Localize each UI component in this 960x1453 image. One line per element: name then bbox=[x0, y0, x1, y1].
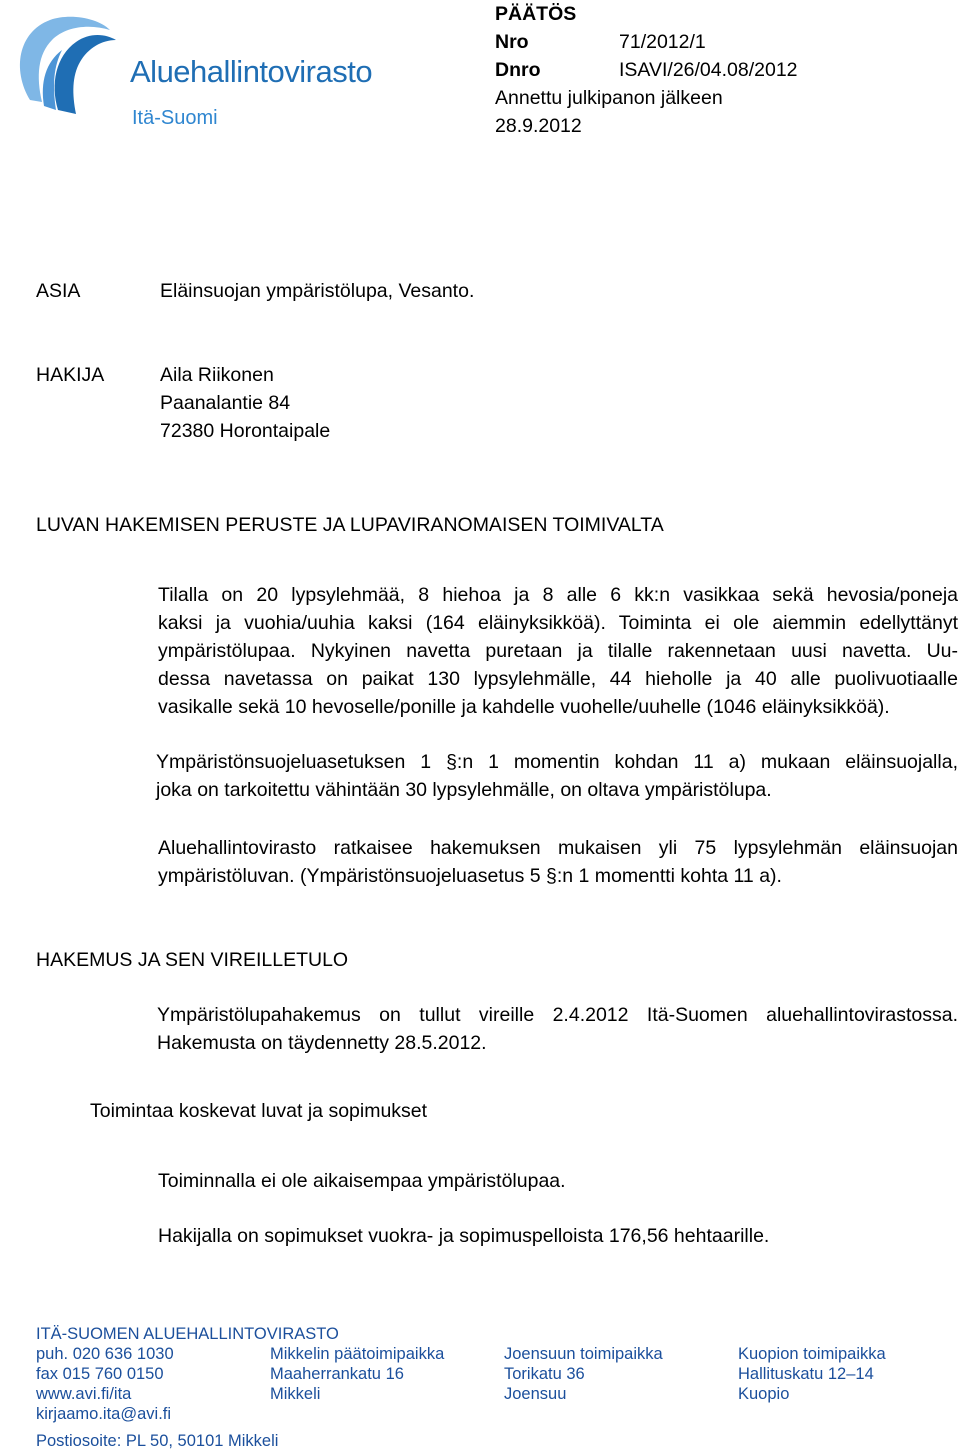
paragraph-line: Ympäristölupahakemus on tullut vireille 2.4.2012 Itä-Suomen aluehallintovirastossa. bbox=[157, 1004, 958, 1026]
doc-type: PÄÄTÖS bbox=[495, 3, 577, 25]
paragraph-line: ympäristölupaa. Nykyinen navetta puretaan ja tilalle rakennetaan uusi navetta. Uu- bbox=[158, 640, 958, 662]
asia-value: Eläinsuojan ympäristölupa, Vesanto. bbox=[160, 280, 475, 302]
paragraph-line: Hakemusta on täydennetty 28.5.2012. bbox=[157, 1032, 487, 1054]
paragraph-line: vasikalle sekä 10 hevoselle/ponille ja kahdelle vuohelle/uuhelle (1046 eläinyksikköä). bbox=[158, 696, 890, 718]
decision-date: 28.9.2012 bbox=[495, 115, 582, 137]
paragraph-application-status bbox=[157, 1001, 958, 1057]
office-city: Joensuu bbox=[504, 1385, 567, 1403]
office-city: Mikkeli bbox=[270, 1385, 321, 1403]
nro-value: 71/2012/1 bbox=[619, 31, 706, 53]
footer-org-name: ITÄ-SUOMEN ALUEHALLINTOVIRASTO bbox=[36, 1325, 339, 1343]
office-street: Hallituskatu 12–14 bbox=[738, 1365, 874, 1383]
footer-office-kuopio bbox=[738, 1344, 886, 1404]
paragraph-legal-basis bbox=[156, 748, 958, 804]
footer-fax: fax 015 760 0150 bbox=[36, 1365, 164, 1383]
paragraph-line: ympäristöluvan. (Ympäristönsuojeluasetus 5 §:n 1 momentti kohta 11 a). bbox=[158, 865, 782, 887]
logo-name: Aluehallintovirasto bbox=[130, 54, 373, 89]
paragraph-line: dessa navetassa on paikat 130 lypsylehmälle, 44 hieholle ja 40 alle puolivuotiaalle bbox=[158, 668, 958, 690]
office-street: Maaherrankatu 16 bbox=[270, 1365, 404, 1383]
office-name: Mikkelin päätoimipaikka bbox=[270, 1345, 445, 1363]
office-name: Kuopion toimipaikka bbox=[738, 1345, 886, 1363]
hakija-label: HAKIJA bbox=[36, 364, 105, 386]
footer-office-joensuu bbox=[504, 1344, 663, 1404]
hakija-street: Paanalantie 84 bbox=[160, 392, 291, 414]
office-street: Torikatu 36 bbox=[504, 1365, 585, 1383]
dnro-label: Dnro bbox=[495, 59, 541, 81]
agency-logo bbox=[10, 10, 400, 140]
section-heading-permit-basis: LUVAN HAKEMISEN PERUSTE JA LUPAVIRANOMAISEN TOIMIVALTA bbox=[36, 514, 664, 536]
footer-website-link[interactable]: www.avi.fi/ita bbox=[36, 1385, 132, 1403]
footer-office-mikkeli bbox=[270, 1344, 444, 1404]
hakija-name: Aila Riikonen bbox=[160, 364, 274, 386]
paragraph-authority bbox=[158, 834, 958, 890]
paragraph-previous-permit: Toiminnalla ei ole aikaisempaa ympäristölupaa. bbox=[158, 1170, 566, 1192]
office-name: Joensuun toimipaikka bbox=[504, 1345, 663, 1363]
paragraph-farm-description bbox=[158, 581, 958, 721]
footer-email-link[interactable]: kirjaamo.ita@avi.fi bbox=[36, 1405, 172, 1423]
paragraph-line: Aluehallintovirasto ratkaisee hakemuksen mukaisen yli 75 lypsylehmän eläinsuojan bbox=[158, 837, 958, 859]
logo-swirl-icon bbox=[10, 10, 120, 120]
paragraph-line: Ympäristönsuojeluasetuksen 1 §:n 1 momentin kohdan 11 a) mukaan eläinsuojalla, bbox=[156, 751, 958, 773]
section-heading-application: HAKEMUS JA SEN VIREILLETULO bbox=[36, 949, 349, 971]
published-note: Annettu julkipanon jälkeen bbox=[495, 87, 723, 109]
nro-row bbox=[495, 28, 935, 56]
document-header bbox=[495, 0, 935, 140]
paragraph-line: kaksi ja vuohia/uuhia kaksi (164 eläinyksikköä). Toiminta ei ole aiemmin edellyttänyt bbox=[158, 612, 958, 634]
paragraph-line: Tilalla on 20 lypsylehmää, 8 hiehoa ja 8 alle 6 kk:n vasikkaa sekä hevosia/poneja bbox=[158, 584, 958, 606]
asia-label: ASIA bbox=[36, 280, 81, 302]
paragraph-land-agreements: Hakijalla on sopimukset vuokra- ja sopimuspelloista 176,56 hehtaarille. bbox=[158, 1225, 770, 1247]
subheading-permits-agreements: Toimintaa koskevat luvat ja sopimukset bbox=[90, 1100, 428, 1122]
hakija-postcode: 72380 Horontaipale bbox=[160, 420, 331, 442]
dnro-row bbox=[495, 56, 935, 84]
hakija-address bbox=[160, 361, 330, 445]
footer-phone: puh. 020 636 1030 bbox=[36, 1345, 174, 1363]
logo-region: Itä-Suomi bbox=[132, 107, 218, 129]
paragraph-line: joka on tarkoitettu vähintään 30 lypsylehmälle, on oltava ympäristölupa. bbox=[156, 779, 772, 801]
footer-postal-address: Postiosoite: PL 50, 50101 Mikkeli bbox=[36, 1432, 279, 1450]
footer-contact bbox=[36, 1344, 174, 1424]
page-footer bbox=[0, 1324, 960, 1452]
office-city: Kuopio bbox=[738, 1385, 790, 1403]
nro-label: Nro bbox=[495, 31, 529, 53]
dnro-value: ISAVI/26/04.08/2012 bbox=[619, 59, 798, 81]
